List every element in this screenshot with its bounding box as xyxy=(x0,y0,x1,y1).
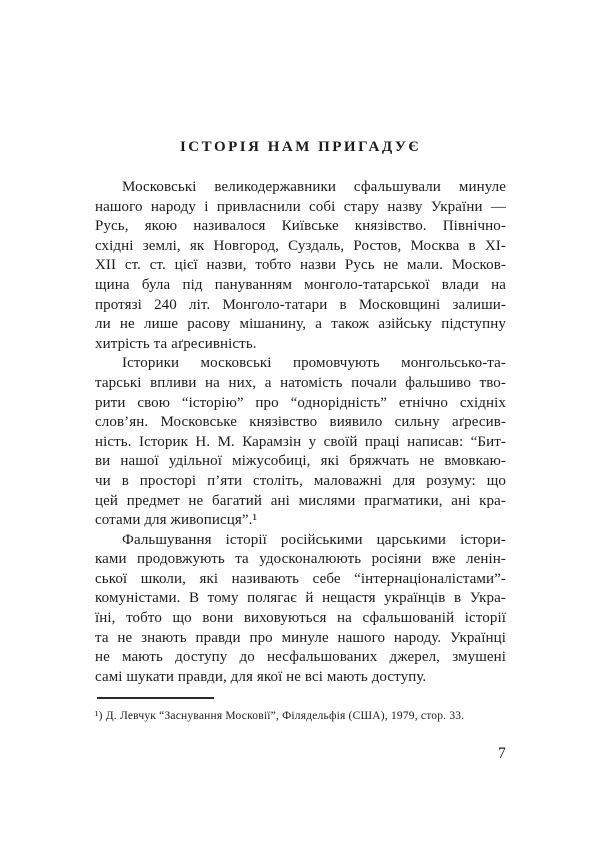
body-line: щина була під пануванням монголо-татарської влади на xyxy=(95,276,506,293)
body-line: не мають доступу до несфальшованих джерел, змушені xyxy=(95,649,506,666)
paragraph-2 xyxy=(95,354,506,530)
body-line: Русь, якою називалося Київське князівство. Північно- xyxy=(95,218,506,235)
body-line: ками продовжують та удосконалюють росіяни вже ленін- xyxy=(95,551,506,568)
body-line: слов’ян. Московське князівство виявило сильну аґресив- xyxy=(95,414,506,431)
body-line: тарські впливи на них, а натомість почали фальшиво тво- xyxy=(95,374,506,391)
body-line: самі шукати правди, для якої не всі мають доступу. xyxy=(95,668,427,685)
page-title: ІСТОРІЯ НАМ ПРИГАДУЄ xyxy=(179,139,422,155)
body-line: ви нашої удільної міжусобиці, які бряжчать не вмовкаю- xyxy=(95,453,506,470)
body-line: XII ст. ст. цієї назви, тобто назви Русь не мали. Москов- xyxy=(95,257,506,274)
paragraph-3 xyxy=(95,531,506,688)
footnote-divider xyxy=(97,697,214,699)
body-line: чи в просторі п’яти століть, маловажні для розуму: що xyxy=(95,472,506,489)
body-line: цей предмет не багатий ані мислями прагматики, ані кра- xyxy=(95,492,506,509)
body-line: ли не лише расову мішанину, а також азійську підступну xyxy=(95,316,506,333)
body-line: Фальшування історії російськими царськими істори- xyxy=(122,531,506,548)
text-block xyxy=(95,139,506,687)
body-line: нашого народу і привласнили собі стару назву України — xyxy=(95,198,506,215)
footnote-text: ¹) Д. Левчук “Заснування Московії”, Філядельфія (США), 1979, стор. 33. xyxy=(95,710,465,722)
page-number: 7 xyxy=(498,745,506,762)
body-line: та не знають правди про минуле нашого народу. Українці xyxy=(95,629,506,646)
body-line: хитрість та аґресивність. xyxy=(95,335,257,352)
body-line: їні, тобто що вони виховуються на сфальшованій історії xyxy=(95,610,506,627)
footnote-block xyxy=(95,689,515,724)
body-line: ність. Історик Н. М. Карамзін у своїй праці написав: “Бит- xyxy=(95,433,506,450)
body-line: протязі 240 літ. Монголо-татари в Московщині залиши- xyxy=(95,296,506,313)
body-line: східні землі, як Новгород, Суздаль, Ростов, Москва в XI- xyxy=(95,237,506,254)
body-line: ської школи, які називають себе “інтернаціоналістами”- xyxy=(95,570,506,587)
body-line: сотами для живописця”.¹ xyxy=(95,512,258,529)
body-line: Історики московські промовчують монгольсько-та- xyxy=(122,355,506,372)
body-line: рити свою “історію” про “однорідність” етнічно східніх xyxy=(95,394,506,411)
body-line: комуністами. В тому полягає й нещастя українців в Укра- xyxy=(95,590,506,607)
paragraph-1 xyxy=(95,178,506,354)
body-line: Московські великодержавники сфальшували минуле xyxy=(122,179,506,195)
